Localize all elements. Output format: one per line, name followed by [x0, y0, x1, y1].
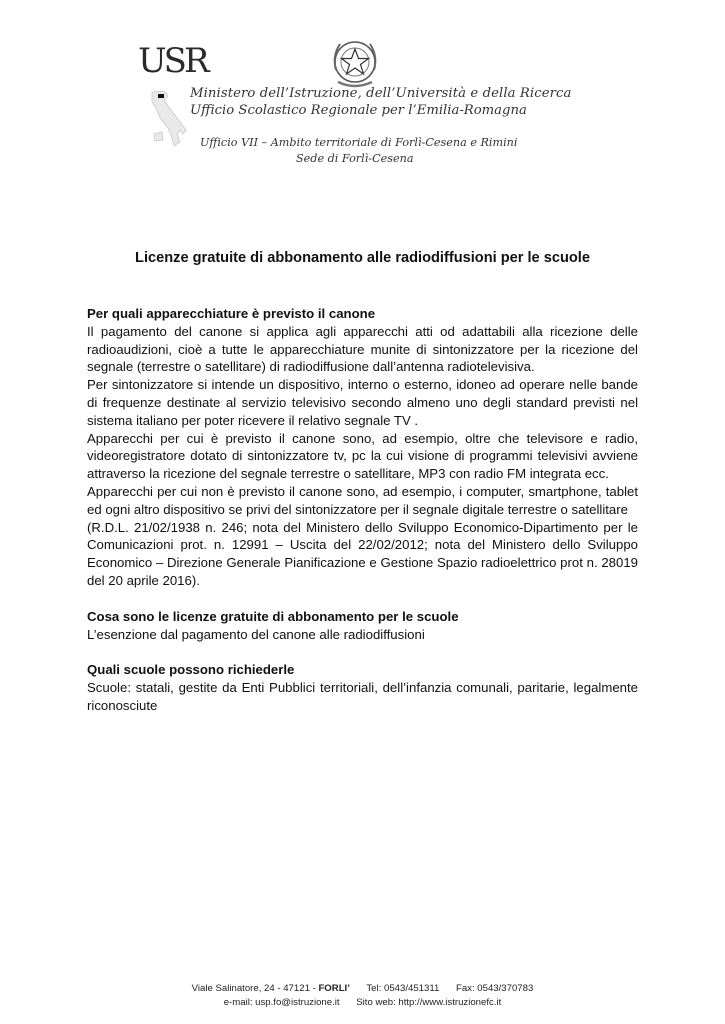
usr-logo-text: USR [138, 41, 207, 81]
footer-line-contacts [0, 982, 725, 996]
letterhead-line-office: Ufficio Scolastico Regionale per l’Emilia-Romagna [190, 103, 527, 118]
letterhead-line-ministry: Ministero dell’Istruzione, dell’Università e della Ricerca [190, 86, 572, 101]
usr-logo [138, 36, 207, 96]
paragraph-references: (R.D.L. 21/02/1938 n. 246; nota del Ministero dello Sviluppo Economico-Dipartimento per le Comunicazioni prot. n. 12991 – Uscita del 22/02/2012; nota del Ministero dello Sviluppo Economico – Direzione Generale Pianificazione e Gestione Spazio radioelettrico prot n. 28019 del 20 aprile 2016). [87, 519, 638, 588]
paragraph: L’esenzione dal pagamento del canone alle radiodiffusioni [87, 626, 425, 642]
italy-map-icon [150, 90, 190, 150]
footer-fax: Fax: 0543/370783 [455, 983, 534, 994]
footer-line-web [0, 996, 725, 1010]
letterhead-line-seat: Sede di Forlì-Cesena [296, 152, 414, 165]
paragraph: Apparecchi per cui è previsto il canone sono, ad esempio, oltre che televisore e radio, videoregistratore dotato di sintonizzatore tv, pc la cui visione di programmi televisivi avviene attraverso la ricezione del segnale terrestre o satellitare, MP3 con radio FM integrata ecc. [87, 430, 638, 482]
footer-tel: Tel: 0543/451311 [366, 983, 440, 994]
section-heading-schools: Quali scuole possono richiederle [87, 662, 295, 678]
footer-website: Sito web: http://www.istruzionefc.it [356, 997, 502, 1008]
document-body [87, 305, 638, 715]
paragraph: Scuole: statali, gestite da Enti Pubblici territoriali, dell’infanzia comunali, paritarie, legalmente riconosciute [87, 680, 638, 713]
footer-email: e-mail: usp.fo@istruzione.it [223, 997, 340, 1008]
section-heading-licenses: Cosa sono le licenze gratuite di abbonamento per le scuole [87, 608, 459, 624]
footer-address: Viale Salinatore, 24 - 47121 - [191, 983, 316, 994]
paragraph: Apparecchi per cui non è previsto il canone sono, ad esempio, i computer, smartphone, tablet ed ogni altro dispositivo se privi del sintonizzatore per il segnale digitale terrestre o satellitare [87, 483, 638, 517]
letterhead-line-branch: Ufficio VII – Ambito territoriale di Forlì-Cesena e Rimini [200, 136, 518, 149]
paragraph: Per sintonizzatore si intende un dispositivo, interno o esterno, idoneo ad operare nelle bande di frequenze destinate al servizio televisivo secondo almeno uno degli standard previsti nel sistema italiano per poter ricevere il relativo segnale TV . [87, 377, 638, 428]
paragraph: Il pagamento del canone si applica agli apparecchi atti od adattabili alla ricezione delle radioaudizioni, cioè a tutte le apparecchiature munite di sintonizzatore per la ricezione del segnale (terrestre o satellitare) di radiodiffusione dall’antenna radiotelevisiva. [87, 323, 638, 375]
section-heading-devices: Per quali apparecchiature è previsto il canone [87, 306, 376, 321]
footer-city: FORLI’ [318, 983, 350, 994]
document-title: Licenze gratuite di abbonamento alle radiodiffusioni per le scuole [135, 250, 590, 266]
letterhead-ministry [190, 86, 572, 118]
republic-emblem-icon [328, 36, 382, 92]
page-footer [0, 982, 725, 1010]
